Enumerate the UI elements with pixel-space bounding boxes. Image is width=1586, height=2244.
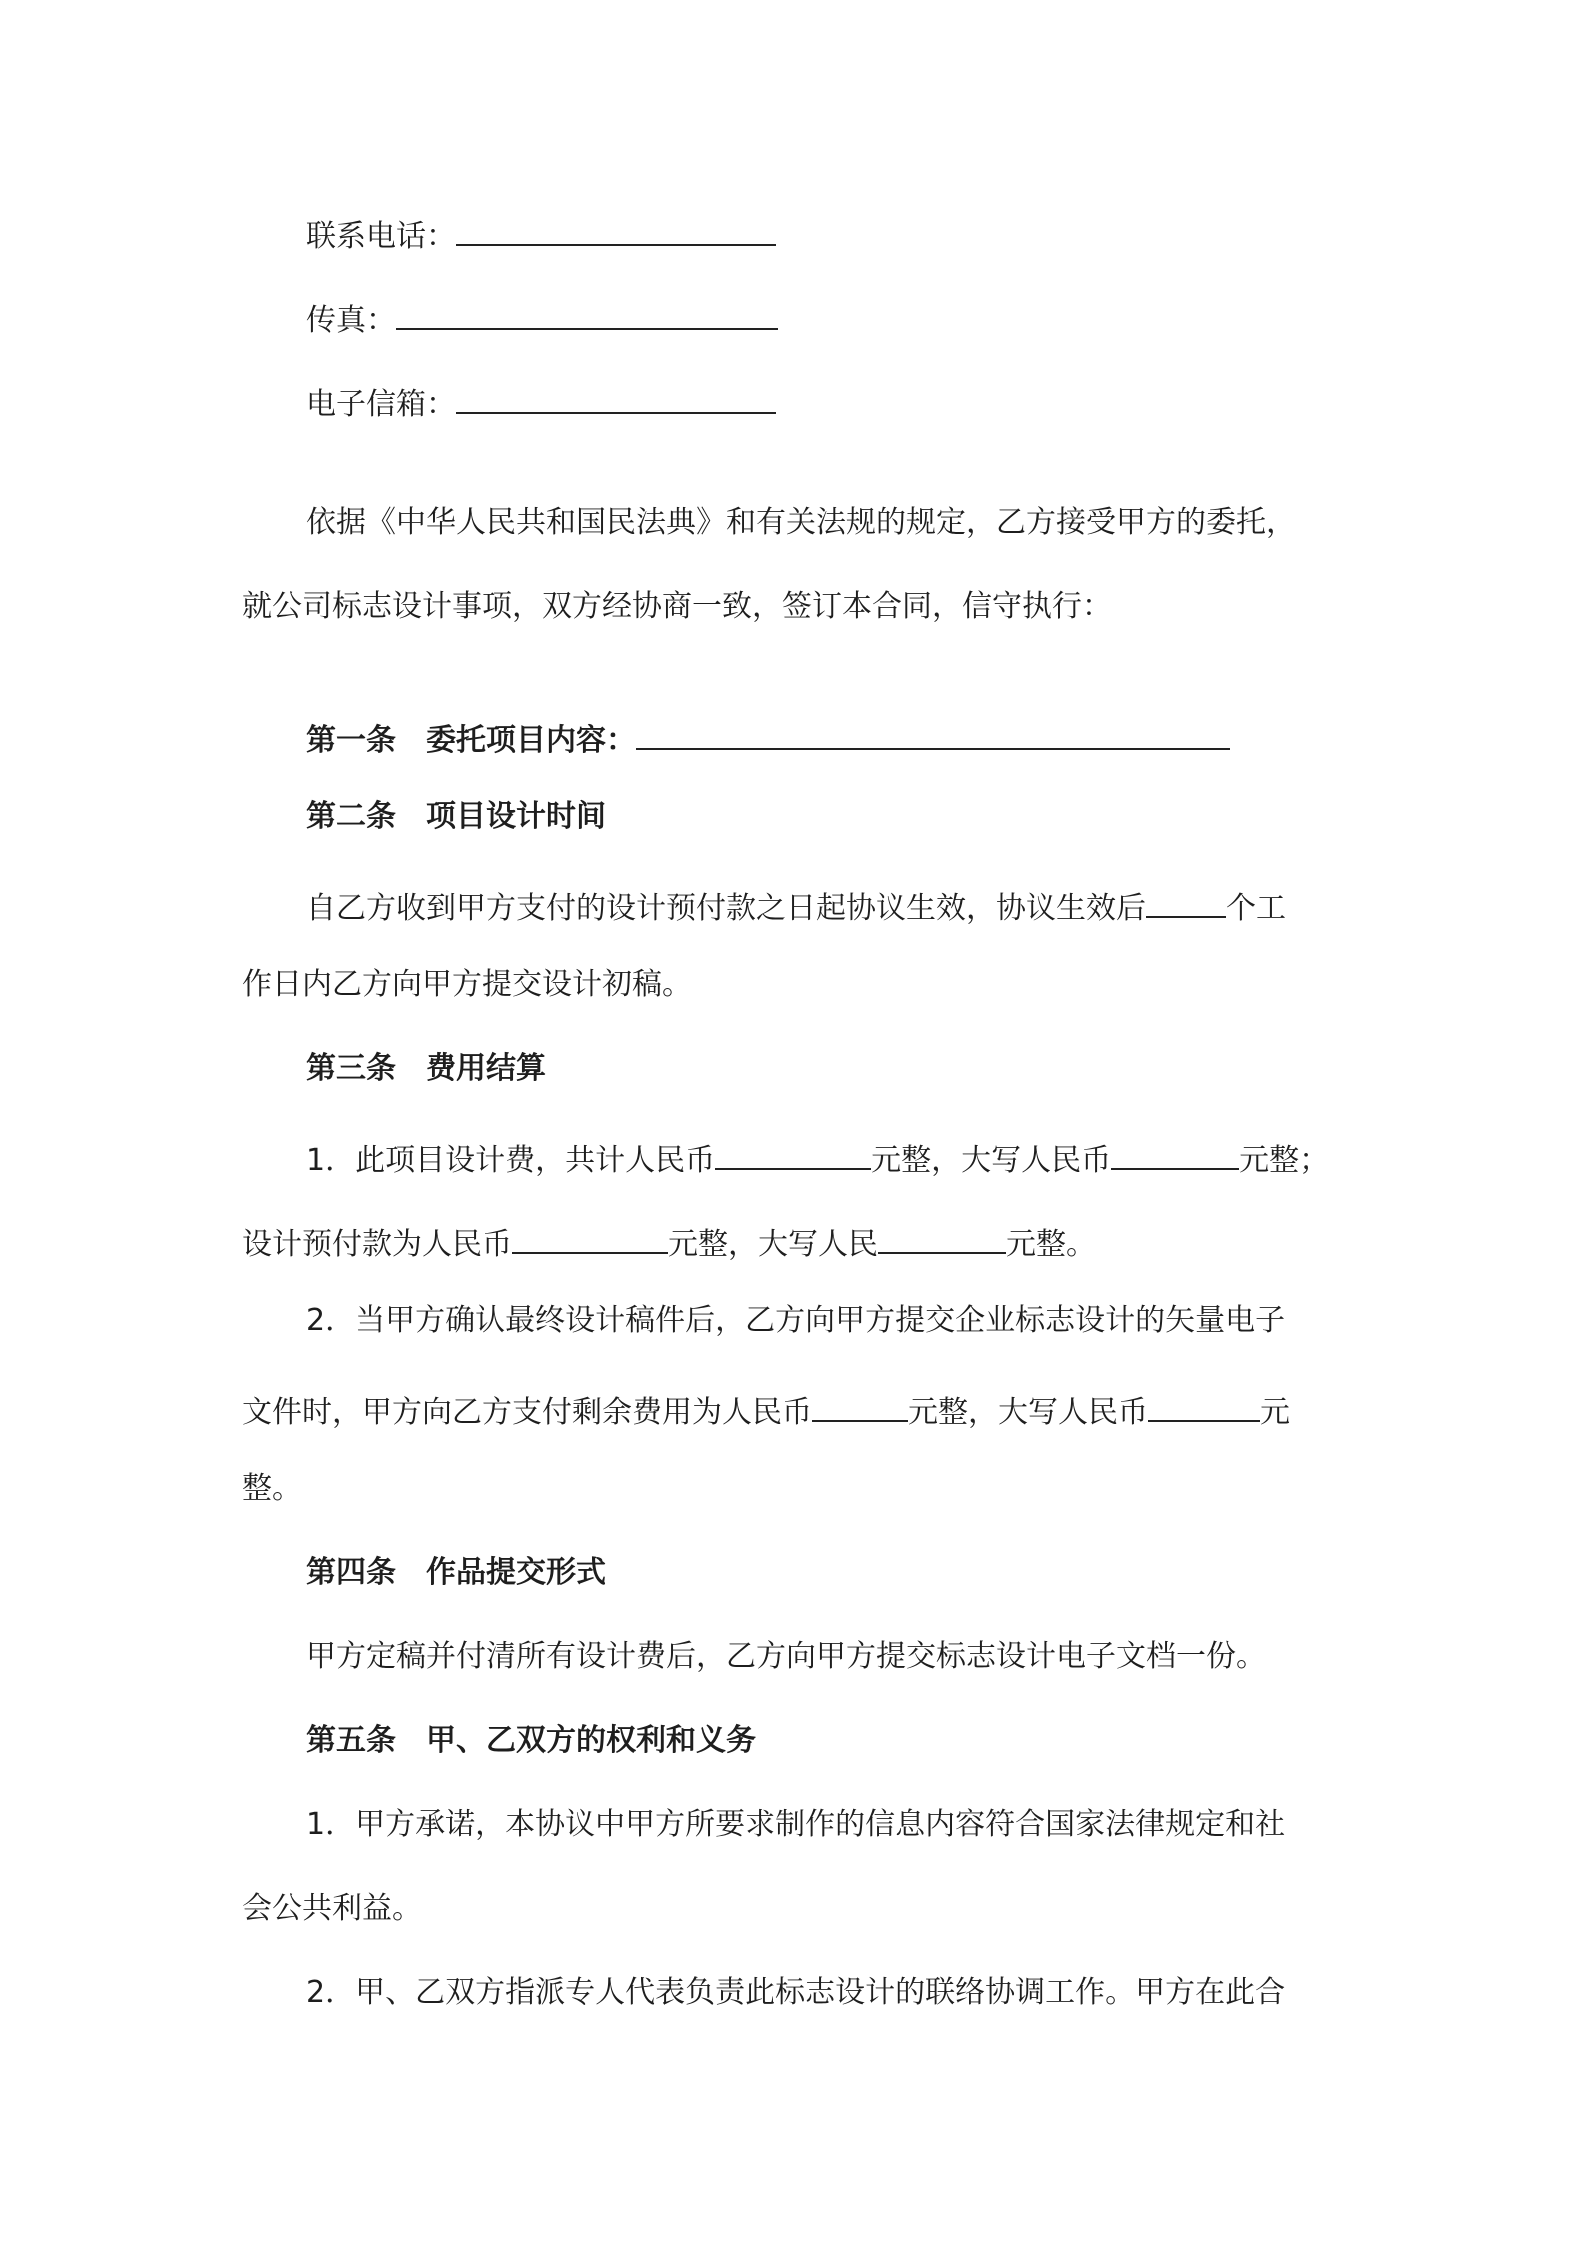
fax-label: 传真： (306, 303, 396, 338)
article-5-item-1-line-1: 1．甲方承诺，本协议中甲方所要求制作的信息内容符合国家法律规定和社 (306, 1807, 1286, 1842)
fee-total-blank (715, 1138, 871, 1170)
email-blank (456, 382, 776, 414)
article-2-para-line-2: 作日内乙方向甲方提交设计初稿。 (242, 967, 692, 1002)
article-3-number: 第三条 (306, 1051, 396, 1086)
phone-label: 联系电话： (306, 219, 456, 254)
balance-end: 元 (1260, 1395, 1290, 1430)
article-2-text-a: 自乙方收到甲方支付的设计预付款之日起协议生效，协议生效后 (306, 891, 1146, 926)
prepay-label: 设计预付款为人民币 (242, 1227, 512, 1262)
article-5-number: 第五条 (306, 1723, 396, 1758)
article-2-title: 项目设计时间 (426, 799, 606, 834)
article-1-title: 委托项目内容： (426, 723, 636, 758)
article-2-number: 第二条 (306, 799, 396, 834)
article-4-para: 甲方定稿并付清所有设计费后，乙方向甲方提交标志设计电子文档一份。 (306, 1639, 1266, 1674)
phone-line (306, 214, 776, 252)
article-2-heading (306, 799, 606, 834)
fee-total-label: 1．此项目设计费，共计人民币 (306, 1143, 716, 1178)
workday-blank (1146, 886, 1226, 918)
article-3-item-2-line-1: 2．当甲方确认最终设计稿件后，乙方向甲方提交企业标志设计的矢量电子 (306, 1303, 1286, 1338)
article-1-heading (306, 718, 1230, 756)
prepay-upper-blank (878, 1222, 1006, 1254)
article-1-number: 第一条 (306, 723, 396, 758)
article-3-item-2-line-2 (242, 1390, 1290, 1428)
article-3-heading (306, 1051, 546, 1086)
fax-blank (396, 298, 778, 330)
fee-total-upper-blank (1111, 1138, 1239, 1170)
article-4-title: 作品提交形式 (426, 1555, 606, 1590)
article-3-item-1-line-1 (306, 1138, 1329, 1176)
article-3-item-2-line-3: 整。 (242, 1471, 302, 1506)
article-5-item-2-line-1: 2．甲、乙双方指派专人代表负责此标志设计的联络协调工作。甲方在此合 (306, 1975, 1286, 2010)
article-5-title: 甲、乙双方的权利和义务 (426, 1723, 756, 1758)
intro-line-1: 依据《中华人民共和国民法典》和有关法规的规定，乙方接受甲方的委托， (306, 505, 1296, 540)
email-line (306, 382, 776, 420)
prepay-blank (512, 1222, 668, 1254)
balance-label: 文件时，甲方向乙方支付剩余费用为人民币 (242, 1395, 812, 1430)
intro-line-2: 就公司标志设计事项，双方经协商一致，签订本合同，信守执行： (242, 589, 1112, 624)
fee-total-upper-label: 元整，大写人民币 (871, 1143, 1112, 1178)
fee-total-end: 元整； (1239, 1143, 1330, 1178)
prepay-upper-label: 元整，大写人民 (668, 1227, 878, 1262)
article-5-heading (306, 1723, 756, 1758)
article-1-blank (636, 718, 1230, 750)
prepay-end: 元整。 (1006, 1227, 1096, 1262)
article-4-number: 第四条 (306, 1555, 396, 1590)
balance-blank (812, 1390, 908, 1422)
article-3-title: 费用结算 (426, 1051, 546, 1086)
article-2-text-b: 个工 (1226, 891, 1286, 926)
email-label: 电子信箱： (306, 387, 456, 422)
balance-upper-blank (1148, 1390, 1260, 1422)
article-4-heading (306, 1555, 606, 1590)
article-2-para-line-1 (306, 886, 1286, 924)
article-3-item-1-line-2 (242, 1222, 1096, 1260)
phone-blank (456, 214, 776, 246)
fax-line (306, 298, 778, 336)
article-5-item-1-line-2: 会公共利益。 (242, 1891, 422, 1926)
balance-upper-label: 元整，大写人民币 (908, 1395, 1148, 1430)
